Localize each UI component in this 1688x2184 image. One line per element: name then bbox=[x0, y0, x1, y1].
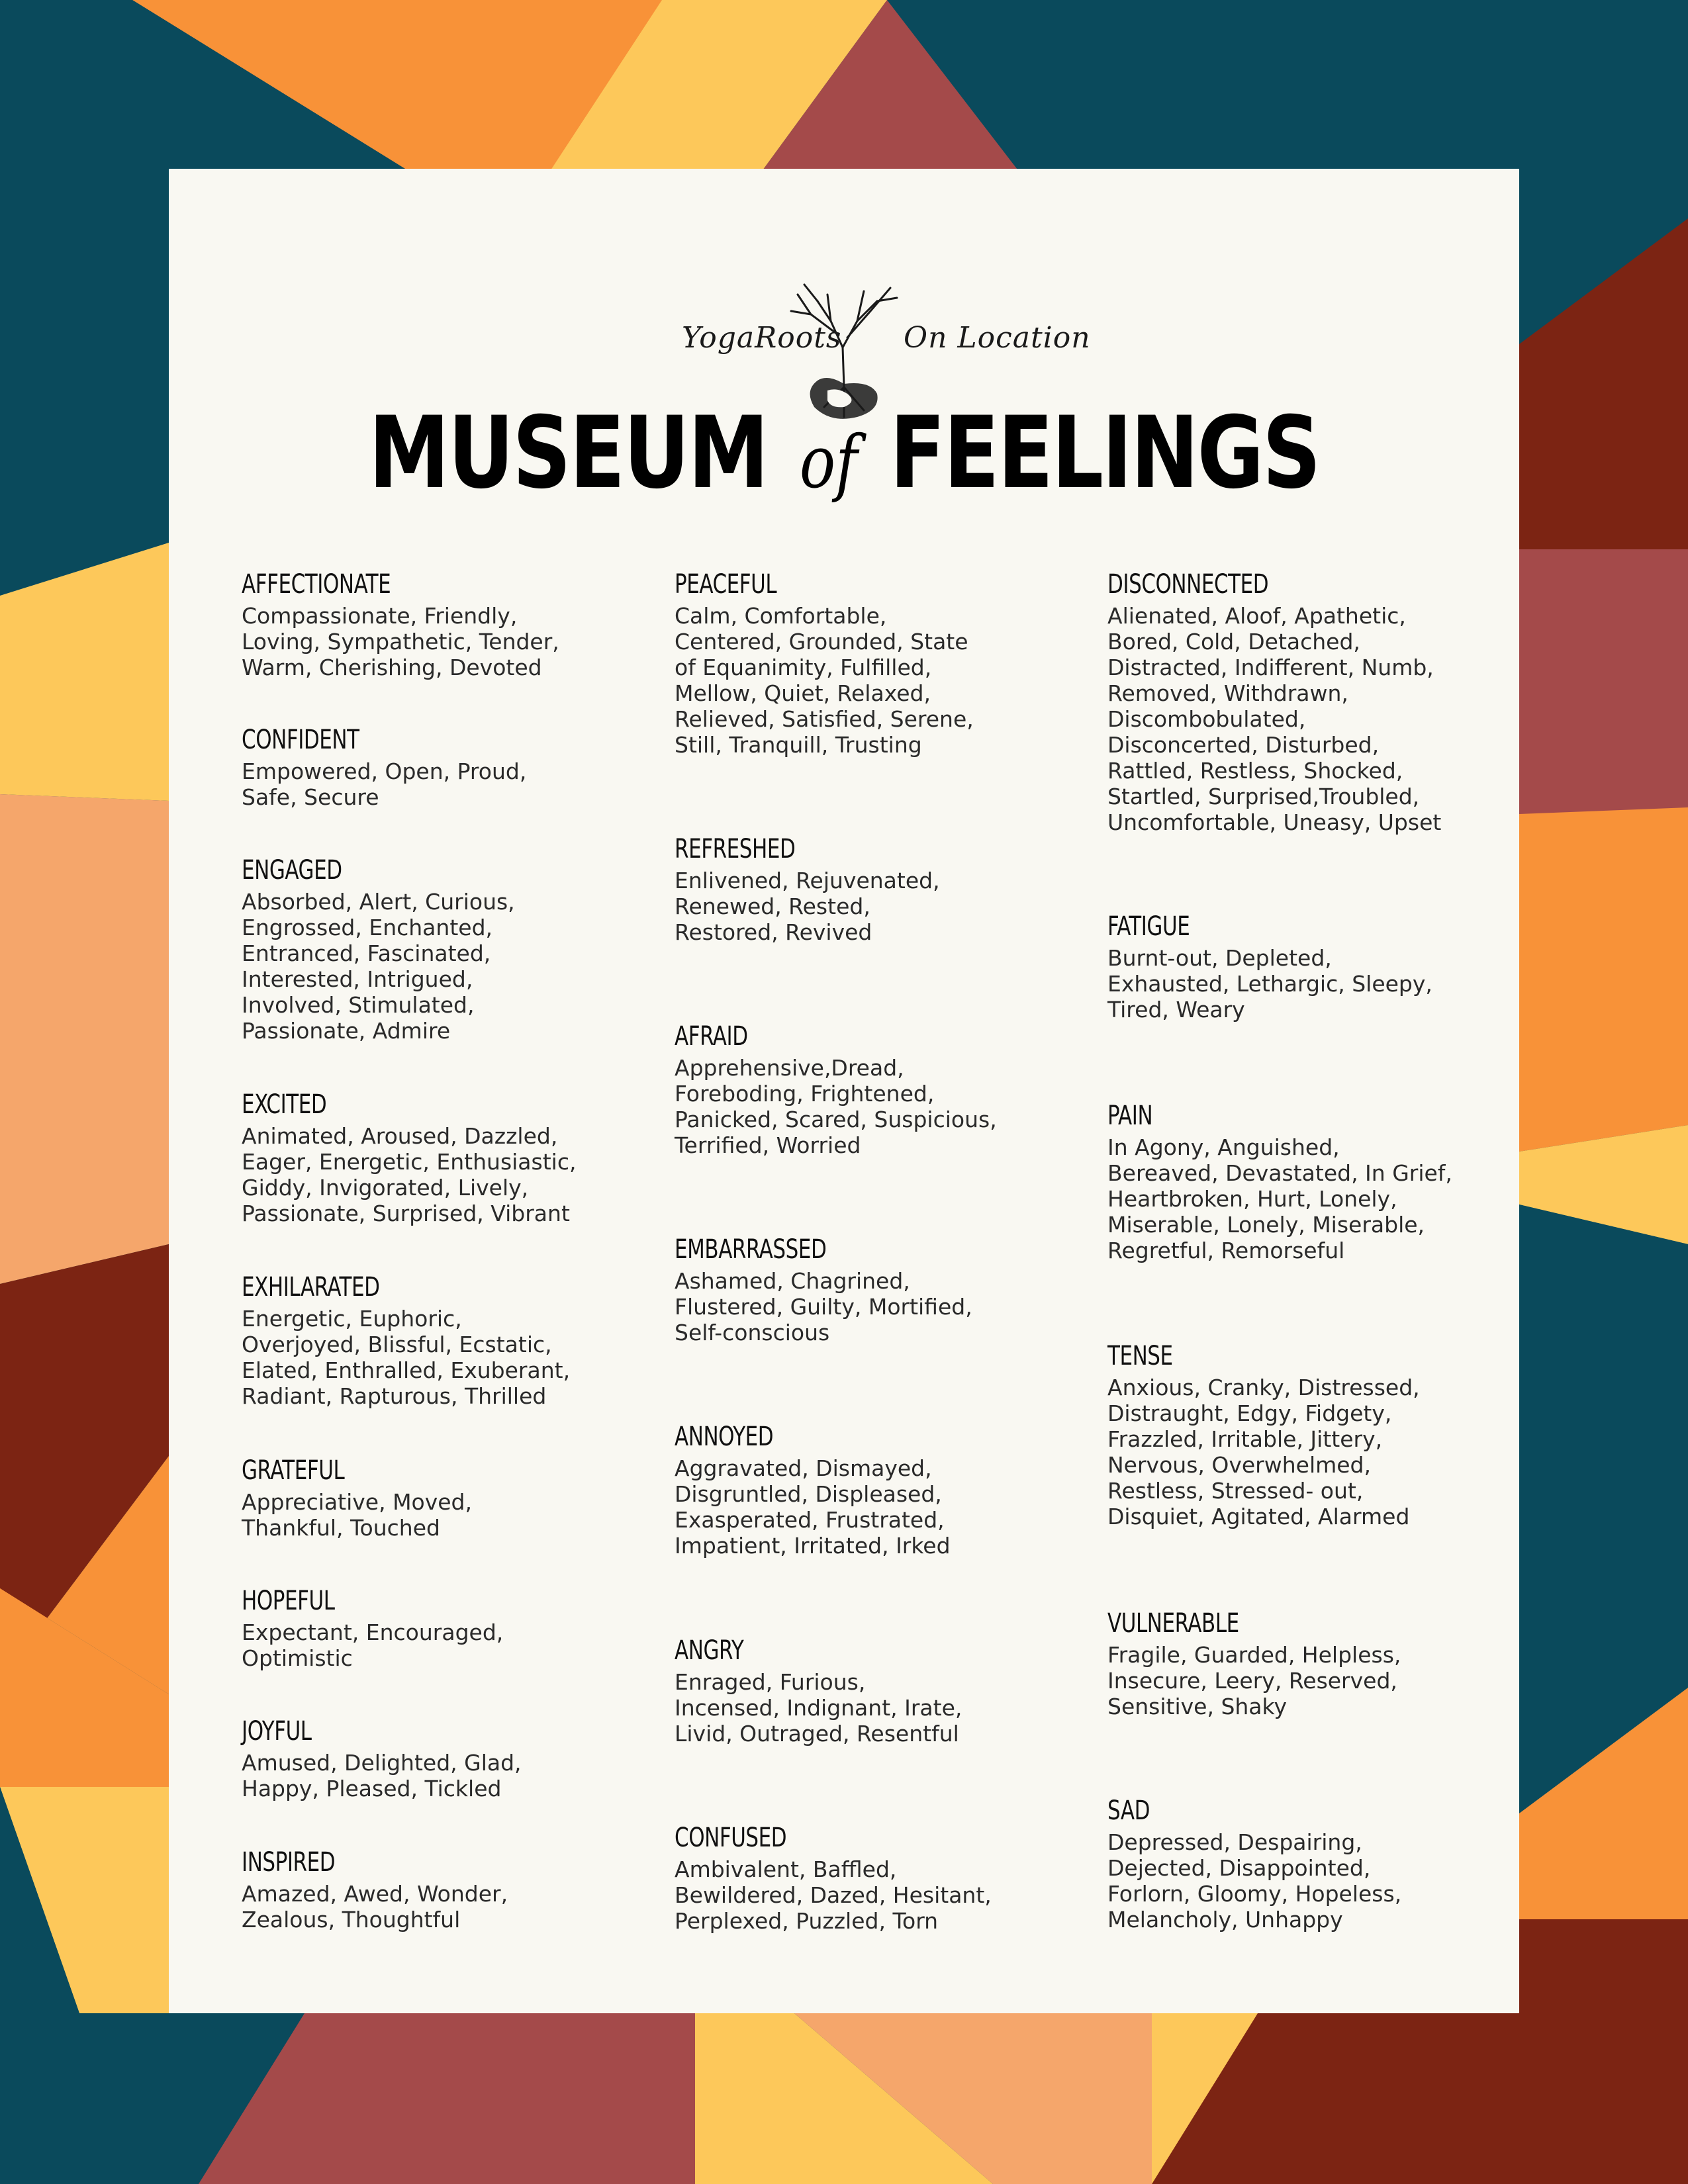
section-heading: ANGRY bbox=[675, 1635, 744, 1666]
section-heading: TENSE bbox=[1107, 1341, 1173, 1371]
section-heading: AFFECTIONATE bbox=[242, 569, 391, 600]
section-heading: DISCONNECTED bbox=[1107, 569, 1269, 600]
section-confident bbox=[242, 721, 639, 810]
section-heading: AFRAID bbox=[675, 1021, 748, 1052]
section-heading: EMBARRASSED bbox=[675, 1234, 827, 1265]
logo-text-left: YogaRoots bbox=[682, 321, 842, 355]
section-heading: VULNERABLE bbox=[1107, 1608, 1239, 1639]
section-heading: SAD bbox=[1107, 1796, 1150, 1826]
section-words: Burnt-out, Depleted, Exhausted, Lethargic, Sleepy, Tired, Weary bbox=[1107, 945, 1432, 1023]
section-heading: REFRESHED bbox=[675, 834, 796, 864]
section-heading: FATIGUE bbox=[1107, 911, 1190, 942]
section-inspired bbox=[242, 1844, 639, 1933]
section-heading: EXCITED bbox=[242, 1089, 327, 1120]
section-tense bbox=[1107, 1338, 1505, 1529]
section-words: Amazed, Awed, Wonder, Zealous, Thoughtful bbox=[242, 1881, 508, 1933]
section-words: Alienated, Aloof, Apathetic, Bored, Cold, Detached, Distracted, Indifferent, Numb, Removed, Withdrawn, Discombobulated, Disconcerted, Disturbed, Rattled, Restless, Shocked, Startled, Surprised,Troubled, Uncomfortable, Uneasy, Upset bbox=[1107, 603, 1442, 835]
section-words: Fragile, Guarded, Helpless, Insecure, Leery, Reserved, Sensitive, Shaky bbox=[1107, 1642, 1401, 1719]
title-connector: of bbox=[799, 420, 858, 504]
section-heading: GRATEFUL bbox=[242, 1455, 345, 1486]
section-words: Appreciative, Moved, Thankful, Touched bbox=[242, 1489, 472, 1541]
section-words: Ambivalent, Baffled, Bewildered, Dazed, Hesitant, Perplexed, Puzzled, Torn bbox=[675, 1856, 992, 1934]
section-grateful bbox=[242, 1452, 639, 1541]
section-words: Empowered, Open, Proud, Safe, Secure bbox=[242, 758, 527, 810]
section-peaceful bbox=[675, 566, 1072, 758]
section-words: Enraged, Furious, Incensed, Indignant, Irate, Livid, Outraged, Resentful bbox=[675, 1669, 962, 1747]
section-engaged bbox=[242, 852, 639, 1044]
section-words: In Agony, Anguished, Bereaved, Devastated, In Grief, Heartbroken, Hurt, Lonely, Miserable, Lonely, Miserable, Regretful, Remorseful bbox=[1107, 1134, 1452, 1263]
section-joyful bbox=[242, 1713, 639, 1801]
section-exhilarated bbox=[242, 1269, 639, 1409]
section-heading: HOPEFUL bbox=[242, 1586, 335, 1616]
section-words: Amused, Delighted, Glad, Happy, Pleased, Tickled bbox=[242, 1750, 522, 1801]
section-fatigue bbox=[1107, 908, 1505, 1023]
section-words: Apprehensive,Dread, Foreboding, Frightened, Panicked, Scared, Suspicious, Terrified, Worried bbox=[675, 1055, 997, 1158]
section-confused bbox=[675, 1819, 1072, 1934]
section-pain bbox=[1107, 1097, 1505, 1263]
section-heading: CONFIDENT bbox=[242, 725, 359, 755]
section-heading: PEACEFUL bbox=[675, 569, 777, 600]
title-part2: FEELINGS bbox=[890, 396, 1320, 511]
section-words: Compassionate, Friendly, Loving, Sympathetic, Tender, Warm, Cherishing, Devoted bbox=[242, 603, 559, 680]
section-words: Depressed, Despairing, Dejected, Disappointed, Forlorn, Gloomy, Hopeless, Melancholy, Unhappy bbox=[1107, 1829, 1402, 1933]
section-words: Calm, Comfortable, Centered, Grounded, State of Equanimity, Fulfilled, Mellow, Quiet, Relaxed, Relieved, Satisfied, Serene, Still, Tranquill, Trusting bbox=[675, 603, 974, 758]
section-heading: ENGAGED bbox=[242, 855, 342, 886]
logo-text-right: On Location bbox=[904, 321, 1091, 355]
section-words: Absorbed, Alert, Curious, Engrossed, Enchanted, Entranced, Fascinated, Interested, Intrigued, Involved, Stimulated, Passionate, Admire bbox=[242, 889, 515, 1044]
section-words: Animated, Aroused, Dazzled, Eager, Energetic, Enthusiastic, Giddy, Invigorated, Lively, Passionate, Surprised, Vibrant bbox=[242, 1123, 577, 1226]
section-angry bbox=[675, 1632, 1072, 1747]
section-heading: CONFUSED bbox=[675, 1823, 787, 1853]
section-hopeful bbox=[242, 1582, 639, 1671]
section-heading: PAIN bbox=[1107, 1101, 1153, 1131]
section-heading: INSPIRED bbox=[242, 1847, 336, 1878]
section-annoyed bbox=[675, 1418, 1072, 1559]
section-heading: JOYFUL bbox=[242, 1716, 312, 1747]
section-words: Enlivened, Rejuvenated, Renewed, Rested, Restored, Revived bbox=[675, 868, 940, 945]
section-words: Ashamed, Chagrined, Flustered, Guilty, Mortified, Self-conscious bbox=[675, 1268, 972, 1345]
section-affectionate bbox=[242, 566, 639, 680]
section-words: Anxious, Cranky, Distressed, Distraught, Edgy, Fidgety, Frazzled, Irritable, Jittery, Nervous, Overwhelmed, Restless, Stressed- out, Disquiet, Agitated, Alarmed bbox=[1107, 1375, 1420, 1529]
section-excited bbox=[242, 1086, 639, 1226]
section-words: Aggravated, Dismayed, Disgruntled, Displeased, Exasperated, Frustrated, Impatient, Irritated, Irked bbox=[675, 1455, 951, 1559]
feelings-card bbox=[169, 169, 1519, 2013]
section-refreshed bbox=[675, 831, 1072, 945]
section-vulnerable bbox=[1107, 1605, 1505, 1719]
section-words: Energetic, Euphoric, Overjoyed, Blissful, Ecstatic, Elated, Enthralled, Exuberant, Radiant, Rapturous, Thrilled bbox=[242, 1306, 571, 1409]
logo bbox=[169, 222, 1519, 367]
section-heading: EXHILARATED bbox=[242, 1272, 380, 1302]
section-words: Expectant, Encouraged, Optimistic bbox=[242, 1619, 504, 1671]
section-heading: ANNOYED bbox=[675, 1422, 774, 1452]
section-embarrassed bbox=[675, 1231, 1072, 1345]
page-title bbox=[291, 397, 1398, 518]
section-sad bbox=[1107, 1792, 1505, 1933]
section-afraid bbox=[675, 1018, 1072, 1158]
section-disconnected bbox=[1107, 566, 1505, 835]
title-part1: MUSEUM bbox=[368, 396, 768, 511]
